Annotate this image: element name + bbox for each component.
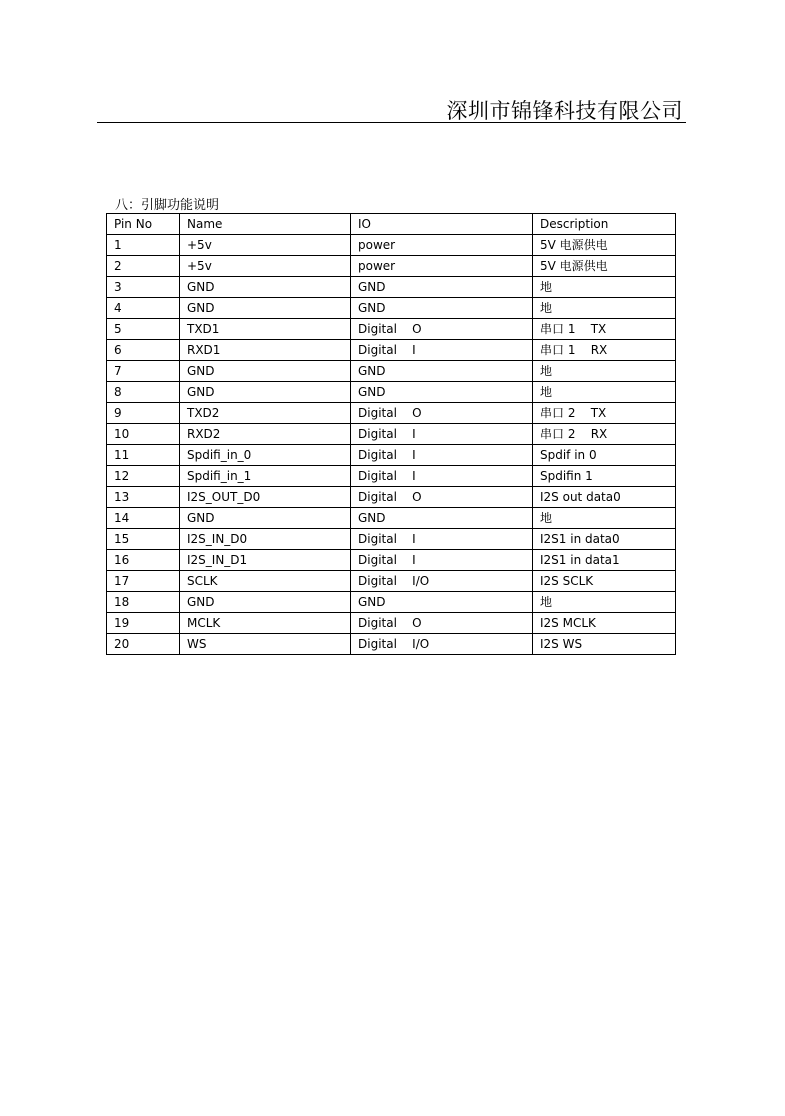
pin-number-cell: 2 [107, 256, 180, 277]
company-name: 深圳市锦锋科技有限公司 [446, 99, 683, 123]
pin-io-cell: GND [351, 592, 533, 613]
pin-description-cell: I2S out data0 [533, 487, 676, 508]
table-row [107, 340, 676, 361]
table-row [107, 361, 676, 382]
table-row [107, 613, 676, 634]
table-row [107, 403, 676, 424]
table-row [107, 466, 676, 487]
pin-io-cell: Digital O [351, 403, 533, 424]
pin-number-cell: 20 [107, 634, 180, 655]
table-row [107, 235, 676, 256]
pin-function-table [106, 213, 676, 655]
pin-name-cell: GND [180, 298, 351, 319]
pin-name-cell: I2S_OUT_D0 [180, 487, 351, 508]
table-row [107, 592, 676, 613]
pin-name-cell: MCLK [180, 613, 351, 634]
pin-name-cell: Spdifi_in_0 [180, 445, 351, 466]
table-body [107, 235, 676, 655]
table-row [107, 277, 676, 298]
pin-description-cell: 地 [533, 361, 676, 382]
pin-io-cell: Digital I/O [351, 571, 533, 592]
pin-io-cell: Digital I [351, 424, 533, 445]
pin-name-cell: TXD1 [180, 319, 351, 340]
pin-name-cell: I2S_IN_D1 [180, 550, 351, 571]
pin-io-cell: Digital I [351, 445, 533, 466]
table-row [107, 487, 676, 508]
pin-description-cell: I2S MCLK [533, 613, 676, 634]
pin-description-cell: 地 [533, 592, 676, 613]
pin-description-cell: 5V 电源供电 [533, 256, 676, 277]
pin-io-cell: Digital O [351, 319, 533, 340]
table-row [107, 382, 676, 403]
column-header-io: IO [351, 214, 533, 235]
table-row [107, 571, 676, 592]
pin-name-cell: WS [180, 634, 351, 655]
pin-description-cell: 地 [533, 298, 676, 319]
table-row [107, 508, 676, 529]
column-header-description: Description [533, 214, 676, 235]
pin-name-cell: GND [180, 382, 351, 403]
pin-description-cell: 地 [533, 508, 676, 529]
pin-number-cell: 1 [107, 235, 180, 256]
pin-io-cell: Digital I [351, 550, 533, 571]
pin-name-cell: TXD2 [180, 403, 351, 424]
pin-description-cell: 串口 2 RX [533, 424, 676, 445]
table-header-row [107, 214, 676, 235]
pin-number-cell: 8 [107, 382, 180, 403]
pin-name-cell: GND [180, 361, 351, 382]
pin-description-cell: Spdif in 0 [533, 445, 676, 466]
pin-name-cell: +5v [180, 256, 351, 277]
pin-io-cell: Digital O [351, 487, 533, 508]
pin-io-cell: Digital I/O [351, 634, 533, 655]
pin-number-cell: 19 [107, 613, 180, 634]
pin-number-cell: 5 [107, 319, 180, 340]
pin-name-cell: GND [180, 277, 351, 298]
pin-name-cell: Spdifi_in_1 [180, 466, 351, 487]
table-row [107, 529, 676, 550]
table-row [107, 424, 676, 445]
table-row [107, 550, 676, 571]
pin-description-cell: 串口 1 RX [533, 340, 676, 361]
table-row [107, 634, 676, 655]
pin-description-cell: Spdifin 1 [533, 466, 676, 487]
column-header-pin-no: Pin No [107, 214, 180, 235]
pin-io-cell: GND [351, 277, 533, 298]
table-row [107, 445, 676, 466]
pin-name-cell: +5v [180, 235, 351, 256]
pin-io-cell: power [351, 235, 533, 256]
pin-io-cell: GND [351, 298, 533, 319]
pin-number-cell: 10 [107, 424, 180, 445]
pin-number-cell: 6 [107, 340, 180, 361]
pin-description-cell: I2S SCLK [533, 571, 676, 592]
pin-number-cell: 16 [107, 550, 180, 571]
pin-number-cell: 11 [107, 445, 180, 466]
pin-description-cell: 5V 电源供电 [533, 235, 676, 256]
pin-number-cell: 9 [107, 403, 180, 424]
pin-name-cell: RXD1 [180, 340, 351, 361]
section-title: 八：引脚功能说明 [115, 198, 220, 213]
pin-description-cell: I2S1 in data1 [533, 550, 676, 571]
pin-io-cell: GND [351, 361, 533, 382]
table-row [107, 256, 676, 277]
pin-name-cell: GND [180, 592, 351, 613]
pin-name-cell: RXD2 [180, 424, 351, 445]
pin-description-cell: I2S1 in data0 [533, 529, 676, 550]
pin-description-cell: 串口 1 TX [533, 319, 676, 340]
pin-description-cell: 地 [533, 277, 676, 298]
pin-io-cell: Digital I [351, 340, 533, 361]
pin-io-cell: GND [351, 382, 533, 403]
pin-io-cell: Digital I [351, 466, 533, 487]
pin-io-cell: Digital O [351, 613, 533, 634]
pin-io-cell: Digital I [351, 529, 533, 550]
pin-description-cell: 串口 2 TX [533, 403, 676, 424]
pin-name-cell: I2S_IN_D0 [180, 529, 351, 550]
pin-number-cell: 13 [107, 487, 180, 508]
table-row [107, 298, 676, 319]
pin-number-cell: 15 [107, 529, 180, 550]
pin-name-cell: SCLK [180, 571, 351, 592]
header-divider [97, 122, 686, 123]
pin-io-cell: power [351, 256, 533, 277]
table-row [107, 319, 676, 340]
pin-description-cell: 地 [533, 382, 676, 403]
pin-name-cell: GND [180, 508, 351, 529]
pin-number-cell: 7 [107, 361, 180, 382]
pin-number-cell: 4 [107, 298, 180, 319]
pin-number-cell: 12 [107, 466, 180, 487]
pin-io-cell: GND [351, 508, 533, 529]
pin-description-cell: I2S WS [533, 634, 676, 655]
pin-number-cell: 18 [107, 592, 180, 613]
pin-number-cell: 3 [107, 277, 180, 298]
column-header-name: Name [180, 214, 351, 235]
pin-number-cell: 14 [107, 508, 180, 529]
pin-number-cell: 17 [107, 571, 180, 592]
